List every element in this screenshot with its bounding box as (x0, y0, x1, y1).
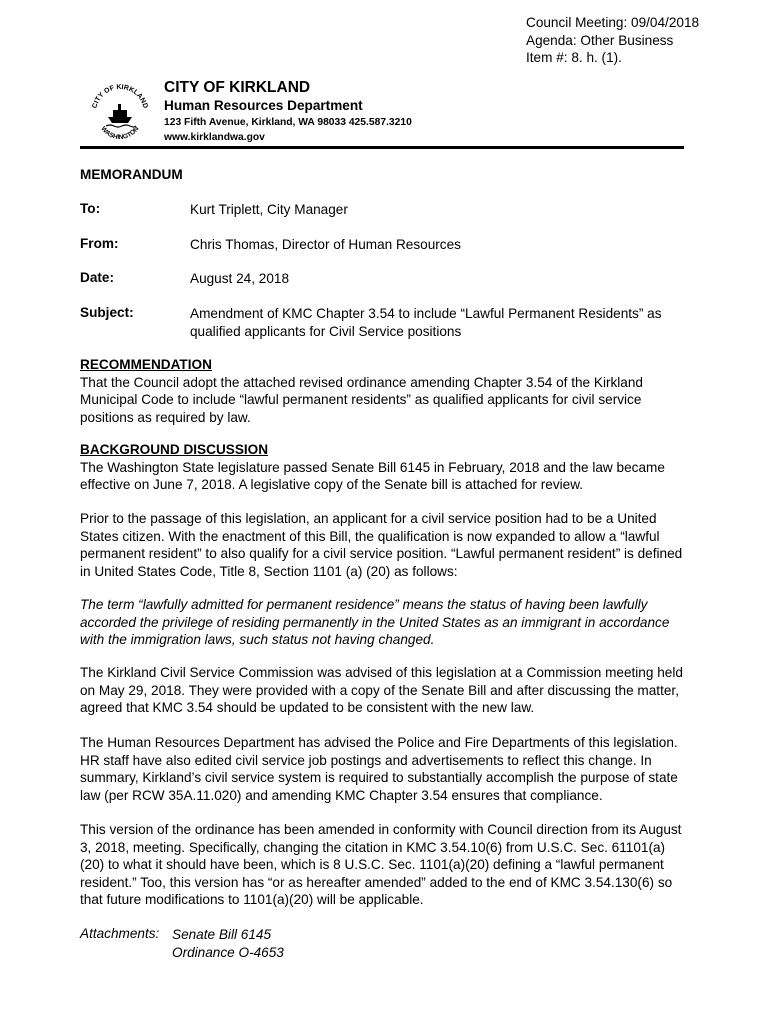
meeting-agenda: Agenda: Other Business (526, 32, 674, 48)
city-seal-logo (86, 79, 154, 143)
background-paragraph-5: This version of the ordinance has been amended in conformity with Council direction from its August 3, 2018, meeting. Specifically, changing the citation in KMC 3.54.10(6) from U.S.C. Sec. 61101(a)(20) to what it should have been, which is 8 U.S.C. Sec. 1101(a)(20) defining a “lawful permanent resident.” Too, this version has “or as hereafter amended” added to the end of KMC 3.54.130(6) so that future modifications to 1101(a)(20) will be applicable. (80, 822, 682, 907)
to-value: Kurt Triplett, City Manager (190, 202, 348, 217)
from-value: Chris Thomas, Director of Human Resources (190, 237, 461, 252)
recommendation-section (80, 356, 688, 426)
background-paragraph-3: The Kirkland Civil Service Commission was advised of this legislation at a Commission meeting held on May 29, 2018. They were provided with a copy of the Senate Bill and after discussing the matter, agreed that KMC 3.54 should be updated to be consistent with the new law. (80, 665, 683, 715)
meeting-item: Item #: 8. h. (1). (526, 50, 622, 65)
subject-value: Amendment of KMC Chapter 3.54 to include “Lawful Permanent Residents” as qualified applicants for Civil Service positions (190, 306, 662, 339)
attachments-list (172, 926, 284, 961)
svg-text:WASHINGTON (99, 125, 140, 141)
attachment-ordinance[interactable]: Ordinance O-4653 (172, 944, 284, 960)
seal-text-top: CITY OF KIRKLAND (91, 83, 149, 110)
website-link[interactable]: www.kirklandwa.gov (164, 132, 265, 143)
to-label: To: (80, 201, 101, 216)
city-name: CITY OF KIRKLAND (164, 79, 311, 96)
ferry-icon (106, 104, 136, 127)
attachment-senate-bill[interactable]: Senate Bill 6145 (172, 927, 272, 942)
memo-title: MEMORANDUM (80, 167, 183, 182)
from-label: From: (80, 236, 119, 251)
recommendation-text: That the Council adopt the attached revised ordinance amending Chapter 3.54 of the Kirkland Municipal Code to include “lawful permanent residents” as qualified applicants for civil service positions as required by law. (80, 374, 643, 425)
seal-text-bottom: WASHINGTON (99, 125, 141, 142)
definition-quote: The term “lawfully admitted for permanent residence” means the status of having been lawfully accorded the privilege of residing permanently in the United States as an immigrant in accordance with the immigration laws, such status not having changed. (80, 597, 670, 647)
background-paragraph-2: Prior to the passage of this legislation, an applicant for a civil service position had to be a United States citizen. With the enactment of this Bill, the qualification is now expanded to allow a “lawful permanent resident” to also qualify for a civil service position. “Lawful permanent resident” is defined in United States Code, Title 8, Section 1101 (a) (20) as follows: (80, 511, 683, 579)
department-address: 123 Fifth Avenue, Kirkland, WA 98033 425.587.3210 (164, 117, 412, 128)
background-section (80, 441, 688, 494)
date-label: Date: (80, 270, 114, 285)
subject-label: Subject: (80, 305, 134, 320)
meeting-info (526, 14, 699, 67)
background-paragraph-1: The Washington State legislature passed Senate Bill 6145 in February, 2018 and the law became effective on June 7, 2018. A legislative copy of the Senate bill is attached for review. (80, 459, 665, 492)
background-paragraph-4: The Human Resources Department has advised the Police and Fire Departments of this legislation. HR staff have also edited civil service job postings and advertisements to reflect this change. In summary, Kirkland’s civil service system is required to substantially accomplish the purpose of state law (per RCW 35A.11.020) and amending KMC Chapter 3.54 ensures that compliance. (80, 735, 678, 803)
letterhead (164, 78, 412, 145)
recommendation-heading: RECOMMENDATION (80, 357, 212, 372)
meeting-date: Council Meeting: 09/04/2018 (526, 15, 700, 30)
letterhead-divider (80, 146, 684, 149)
department-name: Human Resources Department (164, 98, 363, 113)
background-heading: BACKGROUND DISCUSSION (80, 442, 269, 457)
attachments-label: Attachments: (80, 926, 160, 941)
date-value: August 24, 2018 (190, 271, 290, 286)
